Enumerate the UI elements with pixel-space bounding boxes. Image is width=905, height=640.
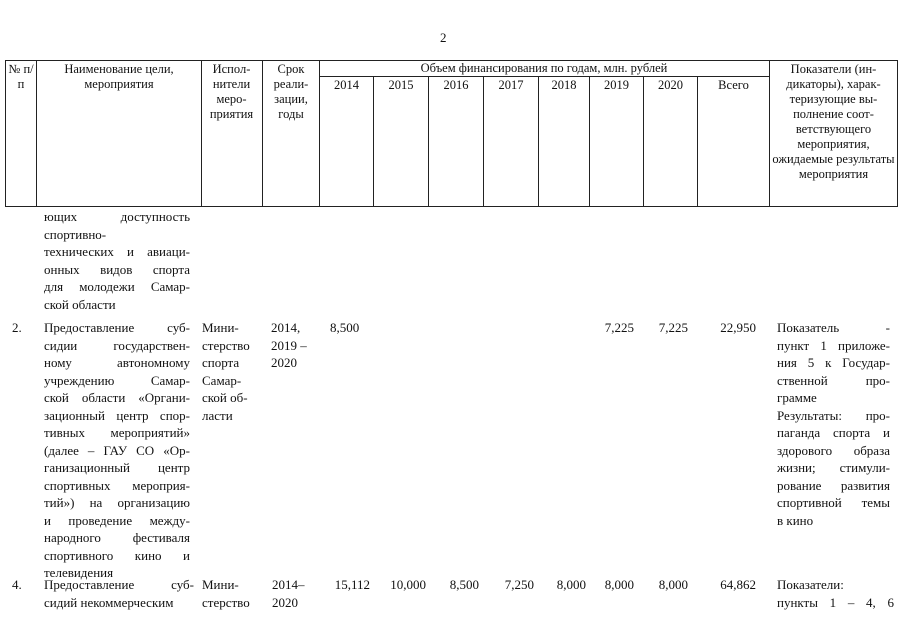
row2-ind-line: здорового образа xyxy=(777,442,890,458)
row4-value-2020: 8,000 xyxy=(658,577,688,592)
row4-name-line: сидий некоммерческим xyxy=(44,594,174,610)
row2-indicators xyxy=(777,319,890,529)
row2-name-line: ганизационный центр xyxy=(44,460,190,475)
row4-value-2014: 15,112 xyxy=(334,577,370,592)
row2-name-line: Предоставление суб- xyxy=(44,320,190,335)
row2-num: 2. xyxy=(12,320,22,335)
row2-exec-line: Мини- xyxy=(202,320,239,335)
row2-name xyxy=(44,319,190,582)
header-total: Всего xyxy=(718,78,749,92)
cont-line: ющих доступность xyxy=(44,209,190,224)
row4-value-2017: 7,250 xyxy=(504,577,534,592)
row4-ind-line: Показатели: xyxy=(777,577,844,592)
row2-value-2019: 7,225 xyxy=(604,320,634,335)
cont-line: для молодежи Самар- xyxy=(44,279,190,294)
row2-name-line: учреждению Самар- xyxy=(44,372,190,388)
header-period: Срок реали- зации, годы xyxy=(273,62,309,121)
row2-ind-line: рование развития xyxy=(777,477,890,493)
header-year-2015: 2015 xyxy=(388,78,414,92)
row2-exec-line: ской об- xyxy=(202,390,248,405)
header-executors: Испол- нители меро- приятия xyxy=(209,62,254,121)
row2-name-line: ному автономному xyxy=(44,355,190,370)
row2-name-line: (далее – ГАУ СО «Ор- xyxy=(44,442,190,458)
row2-ind-line: в кино xyxy=(777,512,814,528)
row2-exec-line: Самар- xyxy=(202,372,242,388)
row2-name-line: спортивного кино и xyxy=(44,547,190,563)
header-num: № п/п xyxy=(8,62,34,91)
row2-exec-line: спорта xyxy=(202,355,240,370)
row2-name-line: тивных мероприятий» xyxy=(44,425,190,440)
row2-name-line: народного фестиваля xyxy=(44,530,190,545)
row2-ind-line: пункт 1 приложе- xyxy=(777,337,890,353)
row2-value-2014: 8,500 xyxy=(330,320,360,335)
page-number: 2 xyxy=(440,30,447,45)
row2-value-2020: 7,225 xyxy=(658,320,688,335)
row4-executors xyxy=(202,576,260,611)
row4-total: 64,862 xyxy=(720,577,756,592)
row2-ind-line: ния 5 к Государ- xyxy=(777,355,890,370)
header-year-2018: 2018 xyxy=(551,78,577,92)
cont-line: технических и авиаци- xyxy=(44,244,190,259)
row2-total: 22,950 xyxy=(720,320,756,335)
row2-executors xyxy=(202,319,260,424)
row4-num: 4. xyxy=(12,577,22,592)
row4-indicators xyxy=(777,576,894,611)
row4-name xyxy=(44,576,194,611)
row2-ind-line: паганда спорта и xyxy=(777,425,890,440)
row4-exec-line: стерство xyxy=(202,594,250,610)
header-name: Наименование цели, мероприятия xyxy=(64,62,174,91)
header-indicators: Показатели (ин- дикаторы), харак- теризующие вы- полнение соот- ветствующего мероприятия, ожидаемые результаты мероприятия xyxy=(772,62,895,181)
row2-ind-line: Результаты: про- xyxy=(777,407,890,423)
row2-name-line: зационный центр спор- xyxy=(44,407,190,423)
row2-ind-line: жизни; стимули- xyxy=(777,460,890,475)
row2-name-line: спортивных мероприя- xyxy=(44,477,190,493)
row4-exec-line: Мини- xyxy=(202,577,239,592)
cont-line: спортивно- xyxy=(44,226,107,242)
row4-value-2015: 10,000 xyxy=(390,577,426,592)
row4-ind-line: пункты 1 – 4, 6 xyxy=(777,594,894,610)
header-funding: Объем финансирования по годам, млн. рублей xyxy=(420,61,668,75)
row2-name-line: тий») на организацию xyxy=(44,495,190,510)
row2-ind-line: грамме xyxy=(777,390,817,405)
header-year-2016: 2016 xyxy=(443,78,469,92)
row2-name-line: сидии государствен- xyxy=(44,337,190,353)
continuation-text xyxy=(44,208,190,313)
row2-name-line: телевидения xyxy=(44,565,114,580)
row2-exec-line: ласти xyxy=(202,407,233,423)
header-year-2019: 2019 xyxy=(604,78,629,92)
header-year-2017: 2017 xyxy=(498,78,524,92)
row2-name-line: ской области «Органи- xyxy=(44,390,190,405)
row4-period-line: 2020 xyxy=(272,594,298,610)
row2-ind-line: спортивной темы xyxy=(777,495,890,510)
row2-ind-line: Показатель - xyxy=(777,320,890,335)
row4-value-2018: 8,000 xyxy=(556,577,586,592)
row2-period xyxy=(271,319,319,372)
row2-ind-line: ственной про- xyxy=(777,372,890,388)
row2-exec-line: стерство xyxy=(202,337,250,353)
header-year-2014: 2014 xyxy=(334,78,359,92)
row4-period xyxy=(272,576,318,611)
row4-period-line: 2014– xyxy=(272,577,305,592)
row4-value-2019: 8,000 xyxy=(604,577,634,592)
row4-value-2016: 8,500 xyxy=(449,577,479,592)
row2-period-line: 2020 xyxy=(271,355,297,370)
row2-period-line: 2014, xyxy=(271,320,301,335)
row2-period-line: 2019 – xyxy=(271,337,307,353)
header-year-2020: 2020 xyxy=(658,78,683,92)
cont-line: онных видов спорта xyxy=(44,261,190,277)
cont-line: ской области xyxy=(44,296,116,312)
row4-name-line: Предоставление суб- xyxy=(44,577,194,592)
row2-name-line: и проведение между- xyxy=(44,512,190,528)
